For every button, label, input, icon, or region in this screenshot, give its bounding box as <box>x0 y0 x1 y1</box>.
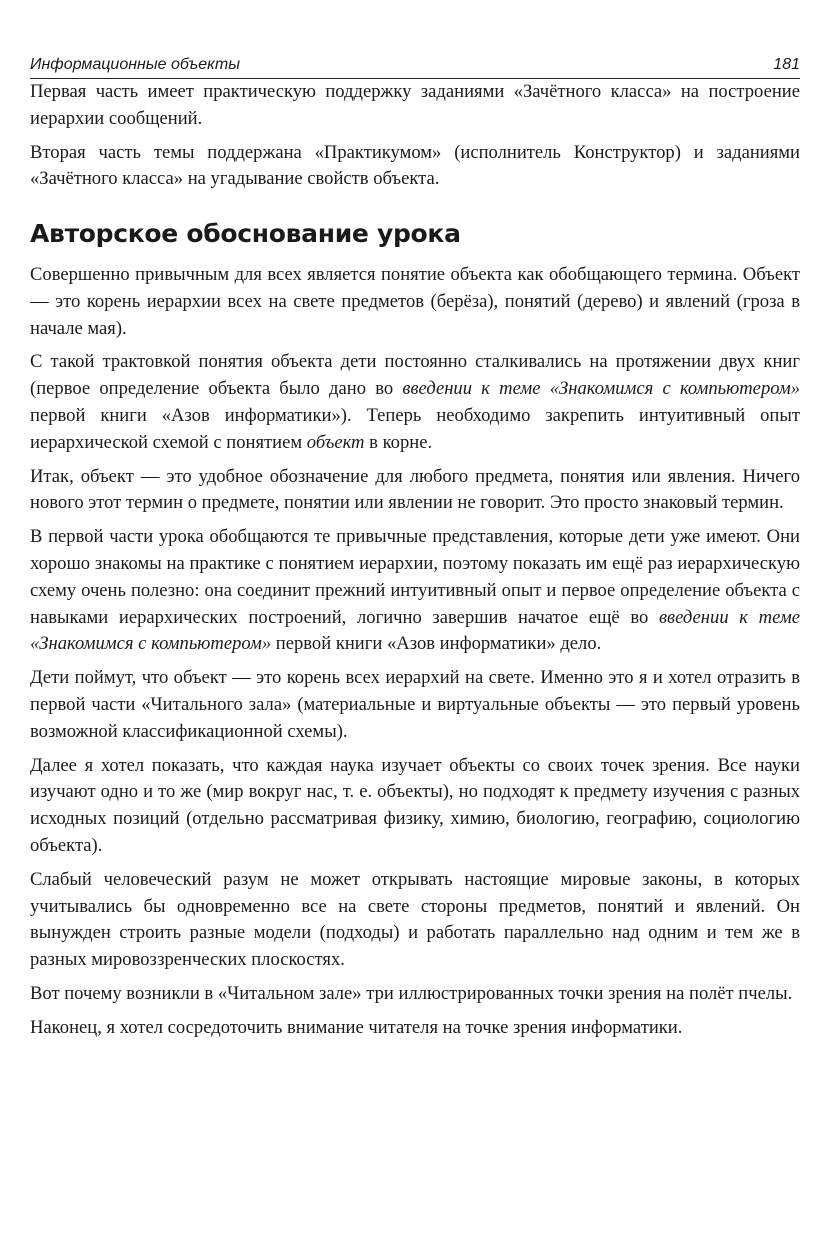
paragraph <box>30 524 800 658</box>
paragraph: Слабый человеческий разум не может открывать настоящие мировые законы, в которых учитывались бы одновременно все на свете стороны предметов, понятий и явлений. Он вынужден строить разные модели (подходы) и работать параллельно над одним и тем же в разных мировоззренческих плоскостях. <box>30 868 800 971</box>
paragraph: Далее я хотел показать, что каждая наука изучает объекты со своих точек зрения. Все науки изучают одно и то же (мир вокруг нас, т. е. объекты), но подходят к предмету изучения с разных исходных позиций (отдельно рассматривая физику, химию, биологию, географию, социологию объекта). <box>30 754 800 856</box>
page-body <box>30 79 800 1042</box>
paragraph: Совершенно привычным для всех является понятие объекта как обобщающего термина. Объект — это корень иерархии всех на свете предметов (берёза), понятий (дерево) и явлений (гроза в начале мая). <box>30 263 800 339</box>
text-run: первой книги «Азов информатики»). Теперь необходимо закрепить интуитивный опыт иерархической схемой с понятием <box>30 404 800 453</box>
running-header <box>30 56 800 79</box>
book-page <box>30 56 800 1049</box>
paragraph <box>30 349 800 456</box>
text-run: С такой трактовкой понятия объекта дети постоянно сталкивались на протяжении двух книг (первое определение объекта было дано во <box>30 351 800 400</box>
italic-reference: введении к теме «Знакомимся с компьютером» <box>30 606 800 655</box>
paragraph: Дети поймут, что объект — это корень всех иерархий на свете. Именно это я и хотел отразить в первой части «Читального зала» (материальные и виртуальные объекты — это первый уровень возможной классификационной схемы). <box>30 667 800 742</box>
paragraph: Первая часть имеет практическую поддержку заданиями «Зачётного класса» на построение иерархии сообщений. <box>30 81 800 129</box>
text-run: в корне. <box>364 431 433 453</box>
text-run: В первой части урока обобщаются те привычные представления, которые дети уже имеют. Они хорошо знакомы на практике с понятием иерархии, поэтому показать им ещё раз иерархическую схему очень полезно: она соединит прежний интуитивный опыт и первое определение объекта с навыками иерархических построений, логично завершив начатое ещё во <box>30 526 800 628</box>
paragraph: Итак, объект — это удобное обозначение для любого предмета, понятия или явления. Ничего нового этот термин о предмете, понятии или явлении не говорит. Это просто знаковый термин. <box>30 465 800 514</box>
paragraph: Наконец, я хотел сосредоточить внимание читателя на точке зрения информатики. <box>30 1016 683 1038</box>
italic-term: объект <box>306 431 365 453</box>
paragraph: Вторая часть темы поддержана «Практикумом» (исполнитель Конструктор) и заданиями «Зачётного класса» на угадывание свойств объекта. <box>30 141 800 190</box>
paragraph: Вот почему возникли в «Читальном зале» три иллюстрированных точки зрения на полёт пчелы. <box>30 982 793 1004</box>
running-title: Информационные объекты <box>30 56 240 73</box>
page-number: 181 <box>773 56 800 73</box>
italic-reference: введении к теме «Знакомимся с компьютером» <box>402 378 800 400</box>
section-heading: Авторское обоснование урока <box>30 219 461 249</box>
text-run: первой книги «Азов информатики» дело. <box>271 633 602 655</box>
